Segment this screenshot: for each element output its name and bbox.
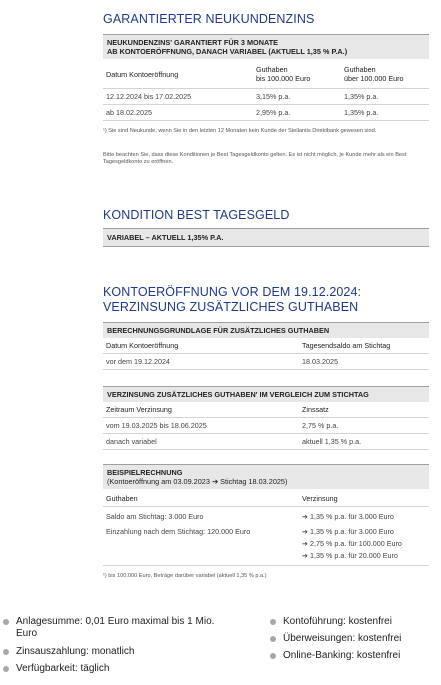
cell-line: Saldo am Stichtag: 3.000 Euro <box>106 512 204 521</box>
cell: 1,35% p.a. <box>344 108 379 117</box>
best-tagesgeld-box <box>103 228 429 247</box>
header-cell: Zeitraum Verzinsung <box>106 405 172 414</box>
table-band: VERZINSUNG ZUSÄTZLICHES GUTHABEN' IM VERGLEICH ZUM STICHTAG <box>103 387 429 402</box>
remark-konditionen: Bitte beachten Sie, dass diese Konditionen je Best Tagesgeldkonto gelten. Es ist nicht möglich, je Kunde mehr als ein Best Tagesgeldkonto zu eröffnen. <box>103 152 407 165</box>
cell: 12.12.2024 bis 17.02.2025 <box>106 92 192 101</box>
list-item: Kontoführung: kostenfrei <box>283 616 438 628</box>
cell-line: ➔ 1,35 % p.a. für 20.000 Euro <box>302 551 398 560</box>
footnote-zusaetzliches-guthaben: ¹) bis 100.000 Euro, Beträge darüber variabel (aktuell 1,35 % p.a.) <box>103 573 267 579</box>
beispiel-band-subtitle: (Kontoeröffnung am 03.09.2023 ➔ Stichtag 18.03.2025) <box>107 477 288 486</box>
beispielrechnung-table <box>103 464 429 566</box>
list-item: Verfügbarkeit: täglich <box>16 663 226 675</box>
table-header-row <box>103 491 429 506</box>
cell: ab 18.02.2025 <box>106 108 152 117</box>
verzinsung-vergleich-table <box>103 386 429 450</box>
header-cell: Guthaben über 100.000 Euro <box>344 65 404 83</box>
cell: vor dem 19.12.2024 <box>106 357 170 366</box>
cell <box>103 509 299 563</box>
cell: 2,75 % p.a. <box>302 421 339 430</box>
header-cell: Verzinsung <box>302 494 338 503</box>
table-row <box>103 105 429 120</box>
table-row <box>103 354 429 369</box>
title-line-1: KONTOERÖFFNUNG VOR DEM 19.12.2024: <box>103 285 362 299</box>
list-item: Anlagesumme: 0,01 Euro maximal bis 1 Mio. Euro <box>16 616 226 640</box>
cell-line: ➔ 2,75 % p.a. für 100.000 Euro <box>302 539 402 548</box>
section-title-best-tagesgeld: KONDITION BEST TAGESGELD <box>103 208 290 222</box>
bullet-dot-icon <box>3 666 9 672</box>
table-band: BERECHNUNGSGRUNDLAGE FÜR ZUSÄTZLICHES GUTHABEN <box>103 323 429 338</box>
section-title-zusaetzliches-guthaben <box>103 285 433 315</box>
table-row <box>103 509 429 563</box>
cell <box>299 509 429 563</box>
rate-band: VARIABEL – AKTUELL 1,35% P.A. <box>103 229 429 246</box>
cell: vom 19.03.2025 bis 18.06.2025 <box>106 421 207 430</box>
table-header-row <box>103 402 429 417</box>
header-cell: Datum Kontoeröffnung <box>106 70 179 79</box>
cell-line: ➔ 1,35 % p.a. für 3.000 Euro <box>302 527 394 536</box>
berechnungsgrundlage-table <box>103 322 429 370</box>
table-row <box>103 418 429 433</box>
cell: aktuell 1,35 % p.a. <box>302 437 362 446</box>
cell: 2,95% p.a. <box>256 108 291 117</box>
header-cell: Tagesendsaldo am Stichtag <box>302 341 391 350</box>
list-item: Überweisungen: kostenfrei <box>283 633 438 645</box>
title-line-2: VERZINSUNG ZUSÄTZLICHES GUTHABEN <box>103 300 359 314</box>
band-line-2: AB KONTOERÖFFNUNG, DANACH VARIABEL (AKTUELL 1,35 % P.A.) <box>107 47 348 56</box>
cell: 18.03.2025 <box>302 357 338 366</box>
cell-line: ➔ 1,35 % p.a. für 3.000 Euro <box>302 512 394 521</box>
footnote-neukunde: ¹) Sie sind Neukunde, wenn Sie in den letzten 12 Monaten kein Kunde der Stellantis Direktbank gewesen sind. <box>103 128 377 134</box>
table-header-row <box>103 62 429 86</box>
band-line-1: NEUKUNDENZINS' GARANTIERT FÜR 3 MONATE <box>107 38 279 47</box>
beispiel-band <box>103 465 429 489</box>
cell: danach variabel <box>106 437 157 446</box>
table-row <box>103 89 429 104</box>
bullet-dot-icon <box>270 636 276 642</box>
header-cell: Zinssatz <box>302 405 329 414</box>
table-header-row <box>103 338 429 353</box>
beispiel-band-title: BEISPIELRECHNUNG <box>107 468 183 477</box>
table-row <box>103 434 429 449</box>
header-cell: Guthaben bis 100.000 Euro <box>256 65 311 83</box>
list-item: Zinsauszahlung: monatlich <box>16 646 226 658</box>
bullet-dot-icon <box>270 619 276 625</box>
neukundenzins-band <box>103 35 429 59</box>
bullet-dot-icon <box>3 649 9 655</box>
neukundenzins-table <box>103 34 429 121</box>
section-title-neukundenzins: GARANTIERTER NEUKUNDENZINS <box>103 12 315 26</box>
cell: 3,15% p.a. <box>256 92 291 101</box>
list-item: Online-Banking: kostenfrei <box>283 650 438 662</box>
bullet-dot-icon <box>3 619 9 625</box>
cell: 1,35% p.a. <box>344 92 379 101</box>
header-cell: Guthaben <box>106 494 138 503</box>
bullet-dot-icon <box>270 653 276 659</box>
header-cell: Datum Kontoeröffnung <box>106 341 179 350</box>
cell-line: Einzahlung nach dem Stichtag: 120.000 Euro <box>106 527 251 536</box>
